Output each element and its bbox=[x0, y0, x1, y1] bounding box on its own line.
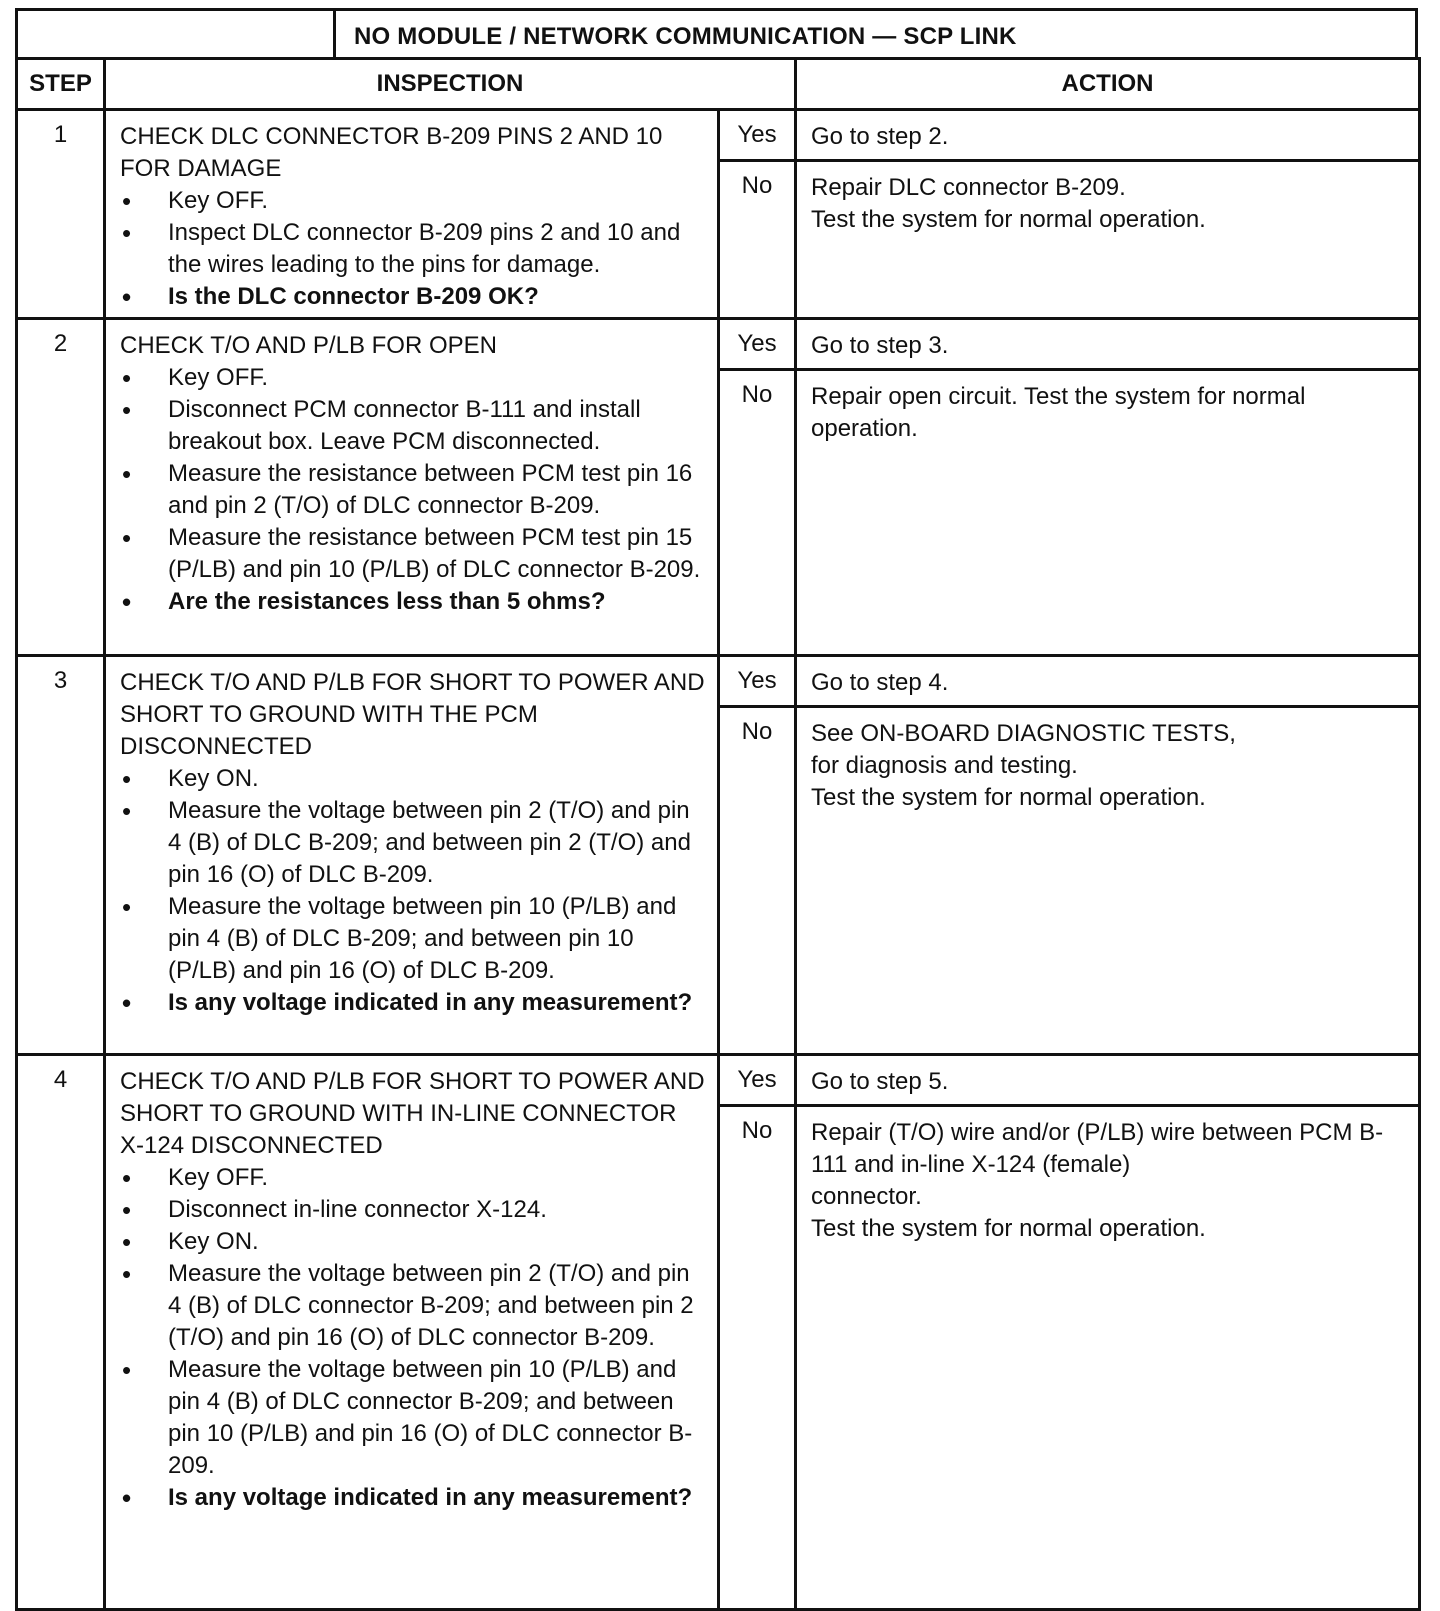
step-number: 4 bbox=[17, 1055, 105, 1610]
inspection-bullet: • Key ON. bbox=[120, 1226, 707, 1258]
no-action-text: Repair open circuit. Test the system for normal operation. bbox=[811, 383, 1306, 442]
title-spacer bbox=[18, 11, 336, 57]
inspection-heading: CHECK T/O AND P/LB FOR OPEN bbox=[120, 332, 497, 359]
inspection-bullet: • Measure the voltage between pin 2 (T/O) and pin 4 (B) of DLC connector B-209; and between pin 2 (T/O) and pin 16 (O) of DLC connector B-209. bbox=[120, 1258, 707, 1354]
inspection-bullet: • Disconnect in-line connector X-124. bbox=[120, 1194, 707, 1226]
inspection-cell bbox=[105, 110, 719, 319]
step-number: 3 bbox=[17, 656, 105, 1055]
inspection-cell bbox=[105, 1055, 719, 1610]
inspection-bullet: • Disconnect PCM connector B-111 and install breakout box. Leave PCM disconnected. bbox=[120, 394, 707, 458]
header-action: ACTION bbox=[796, 59, 1420, 110]
inspection-bullet: • Key OFF. bbox=[120, 1162, 707, 1194]
yes-action-text: Go to step 3. bbox=[811, 332, 949, 359]
inspection-bullet: • Inspect DLC connector B-209 pins 2 and 10 and the wires leading to the pins for damage. bbox=[120, 217, 707, 281]
yes-label: Yes bbox=[719, 656, 796, 707]
yes-action bbox=[796, 656, 1420, 707]
header-step: STEP bbox=[17, 59, 105, 110]
inspection-bullet: • Measure the resistance between PCM test pin 15 (P/LB) and pin 10 (P/LB) of DLC connector B-209. bbox=[120, 522, 707, 586]
inspection-bullet: • Key ON. bbox=[120, 763, 707, 795]
header-row bbox=[17, 59, 1420, 110]
inspection-question: • Is any voltage indicated in any measurement? bbox=[120, 987, 707, 1019]
step-row bbox=[17, 656, 1420, 707]
inspection-bullet: • Measure the resistance between PCM test pin 16 and pin 2 (T/O) of DLC connector B-209. bbox=[120, 458, 707, 522]
yes-action-text: Go to step 4. bbox=[811, 669, 949, 696]
inspection-bullet: • Measure the voltage between pin 2 (T/O) and pin 4 (B) of DLC B-209; and between pin 2 (T/O) and pin 16 (O) of DLC B-209. bbox=[120, 795, 707, 891]
inspection-bullets bbox=[120, 763, 707, 1019]
inspection-cell bbox=[105, 656, 719, 1055]
inspection-question: • Are the resistances less than 5 ohms? bbox=[120, 586, 707, 618]
inspection-bullets bbox=[120, 185, 707, 313]
inspection-question: • Is the DLC connector B-209 OK? bbox=[120, 281, 707, 313]
yes-action bbox=[796, 319, 1420, 370]
inspection-bullet: • Measure the voltage between pin 10 (P/LB) and pin 4 (B) of DLC B-209; and between pin 10 (P/LB) and pin 16 (O) of DLC B-209. bbox=[120, 891, 707, 987]
yes-action-text: Go to step 5. bbox=[811, 1068, 949, 1095]
inspection-heading: CHECK DLC CONNECTOR B-209 PINS 2 AND 10 FOR DAMAGE bbox=[120, 123, 663, 182]
inspection-bullet: • Key OFF. bbox=[120, 362, 707, 394]
inspection-question: • Is any voltage indicated in any measurement? bbox=[120, 1482, 707, 1514]
diagnostic-table bbox=[15, 57, 1421, 1611]
no-label: No bbox=[719, 370, 796, 656]
step-row bbox=[17, 1055, 1420, 1106]
inspection-heading: CHECK T/O AND P/LB FOR SHORT TO POWER AND SHORT TO GROUND WITH THE PCM DISCONNECTED bbox=[120, 669, 705, 760]
no-action bbox=[796, 161, 1420, 319]
inspection-cell bbox=[105, 319, 719, 656]
yes-label: Yes bbox=[719, 319, 796, 370]
inspection-bullet: • Key OFF. bbox=[120, 185, 707, 217]
step-row bbox=[17, 110, 1420, 161]
inspection-bullets bbox=[120, 362, 707, 618]
diagnostic-page bbox=[15, 8, 1418, 1592]
page-title: NO MODULE / NETWORK COMMUNICATION — SCP LINK bbox=[354, 23, 1017, 50]
no-action bbox=[796, 707, 1420, 1055]
inspection-bullets bbox=[120, 1162, 707, 1514]
no-label: No bbox=[719, 707, 796, 1055]
yes-action-text: Go to step 2. bbox=[811, 123, 949, 150]
header-inspection: INSPECTION bbox=[105, 59, 796, 110]
no-action bbox=[796, 370, 1420, 656]
step-number: 2 bbox=[17, 319, 105, 656]
step-number: 1 bbox=[17, 110, 105, 319]
yes-action bbox=[796, 1055, 1420, 1106]
title-row bbox=[15, 8, 1418, 60]
step-row bbox=[17, 319, 1420, 370]
no-action-text: Repair (T/O) wire and/or (P/LB) wire between PCM B-111 and in-line X-124 (female) connector. Test the system for normal operation. bbox=[811, 1119, 1384, 1242]
no-label: No bbox=[719, 161, 796, 319]
no-label: No bbox=[719, 1106, 796, 1610]
yes-action bbox=[796, 110, 1420, 161]
yes-label: Yes bbox=[719, 110, 796, 161]
no-action-text: See ON-BOARD DIAGNOSTIC TESTS, for diagnosis and testing. Test the system for normal operation. bbox=[811, 720, 1236, 811]
no-action bbox=[796, 1106, 1420, 1610]
inspection-bullet: • Measure the voltage between pin 10 (P/LB) and pin 4 (B) of DLC connector B-209; and between pin 10 (P/LB) and pin 16 (O) of DLC connector B-209. bbox=[120, 1354, 707, 1482]
yes-label: Yes bbox=[719, 1055, 796, 1106]
no-action-text: Repair DLC connector B-209. Test the system for normal operation. bbox=[811, 174, 1206, 233]
inspection-heading: CHECK T/O AND P/LB FOR SHORT TO POWER AND SHORT TO GROUND WITH IN-LINE CONNECTOR X-124 DISCONNECTED bbox=[120, 1068, 705, 1159]
steps-body bbox=[17, 110, 1420, 1610]
